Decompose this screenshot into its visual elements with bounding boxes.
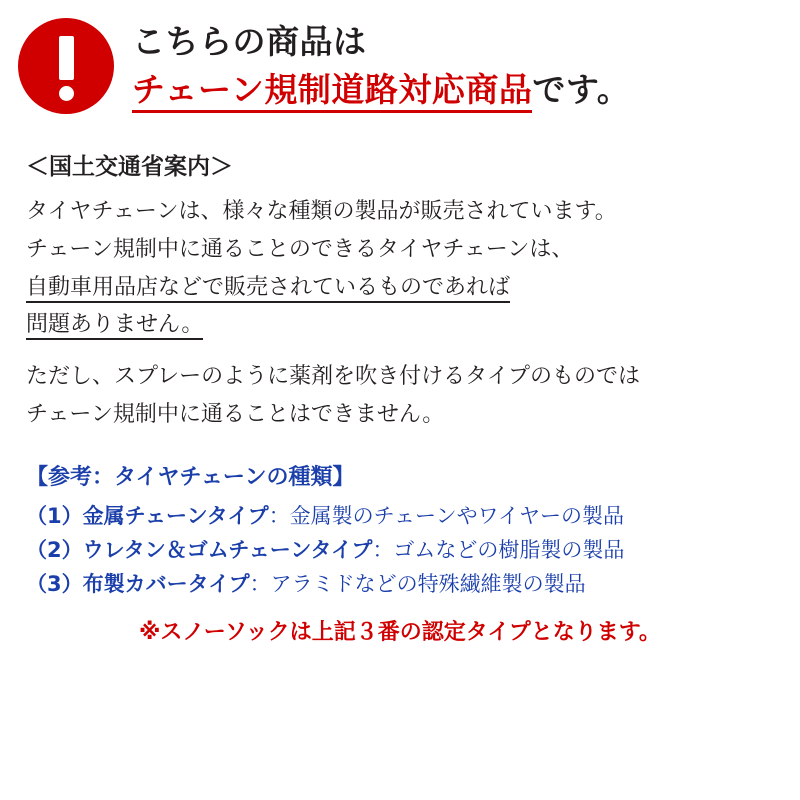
header-tail-text: です。 <box>532 70 631 109</box>
header-line-1: こちらの商品は <box>132 21 367 61</box>
exclamation-circle-icon <box>18 18 114 114</box>
section-title: ＜国土交通省案内＞ <box>26 154 233 180</box>
reference-title: 【参考：タイヤチェーンの種類】 <box>26 464 355 490</box>
guidance-p1-line1: タイヤチェーンは、様々な種類の製品が販売されています。 <box>26 199 617 224</box>
reference-item-0-desc: ：金属製のチェーンやワイヤーの製品 <box>268 503 625 528</box>
reference-section <box>26 460 774 646</box>
reference-item-1-num: （2） <box>26 537 83 562</box>
exclamation-dot <box>59 86 74 101</box>
guidance-p1-line3-text: 自動車用品店などで販売されているものであれば <box>26 275 510 303</box>
reference-item-2-kind: 布製カバータイプ <box>82 572 250 596</box>
exclamation-bar <box>59 36 74 80</box>
guidance-paragraph-2 <box>26 358 774 434</box>
header-highlight-text: チェーン規制道路対応商品 <box>132 70 532 113</box>
reference-item-1-desc: ：ゴムなどの樹脂製の製品 <box>372 537 625 562</box>
header-line-2 <box>132 69 784 111</box>
header-text-block <box>132 21 784 111</box>
reference-item-1-kind: ウレタン＆ゴムチェーンタイプ <box>82 537 373 562</box>
guidance-p2-line1: ただし、スプレーのように薬剤を吹き付けるタイプのものでは <box>26 364 641 390</box>
guidance-p1-line2: チェーン規制中に通ることのできるタイヤチェーンは、 <box>26 236 574 262</box>
reference-item-0-kind: 金属チェーンタイプ <box>82 503 269 528</box>
list-item <box>26 533 774 567</box>
ministry-guidance-section <box>0 124 800 646</box>
snow-sock-note: ※スノーソックは上記３番の認定タイプとなります。 <box>139 620 661 646</box>
guidance-p1-line3 <box>26 269 774 307</box>
section-spacer <box>26 434 774 460</box>
paragraph-spacer <box>26 344 774 358</box>
guidance-p1-line4-text: 問題ありません。 <box>26 312 203 340</box>
list-item <box>26 499 774 533</box>
reference-item-0-num: （1） <box>26 503 83 528</box>
guidance-paragraph-1 <box>26 193 774 344</box>
reference-item-2-desc: ：アラミドなどの特殊繊維製の製品 <box>249 572 586 596</box>
reference-item-2-num: （3） <box>26 572 83 596</box>
notice-header <box>0 0 800 124</box>
guidance-p2-line2: チェーン規制中に通ることはできません。 <box>26 402 445 428</box>
list-item <box>26 567 774 601</box>
guidance-p1-line4 <box>26 306 774 344</box>
